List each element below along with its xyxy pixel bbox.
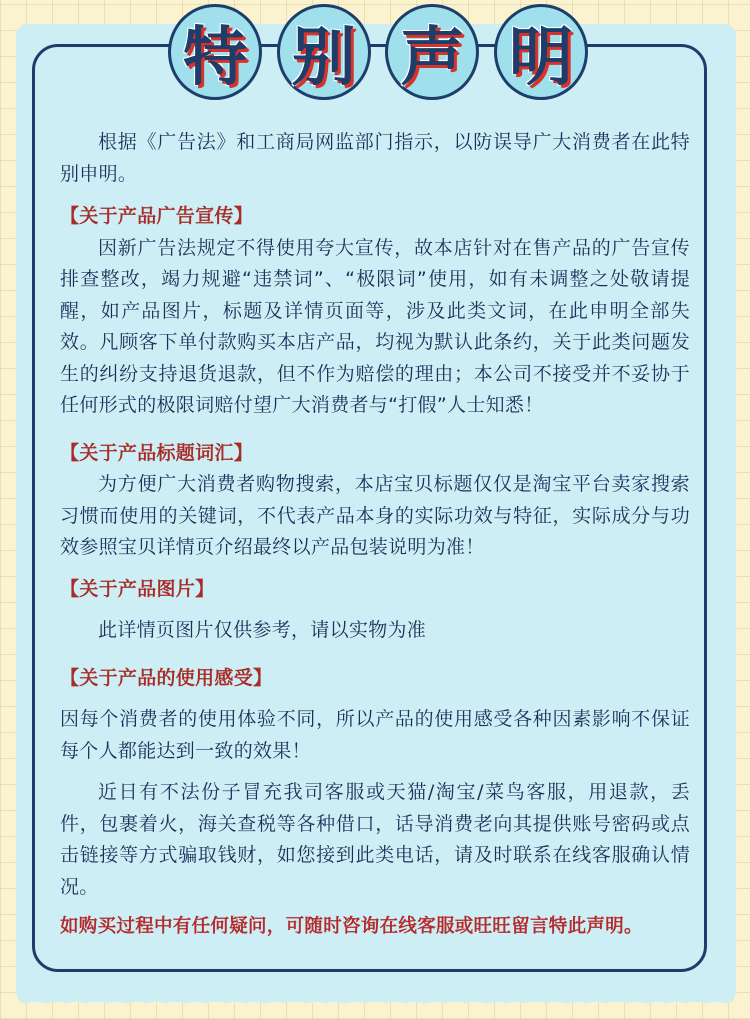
title-char: 声 [385,4,479,100]
section-heading-advertising: 【关于产品广告宣传】 [60,205,254,227]
images-paragraph: 此详情页图片仅供参考，请以实物为准 [98,619,427,641]
fraud-warning-paragraph: 近日有不法份子冒充我司客服或天猫/淘宝/菜鸟客服，用退款，丢件，包裹着火，海关查税等各种借口，话导消费老向其提供账号密码或点击链接等方式骗取钱财，如您接到此类电话，请及时联系在线客服确认情况。 [60,781,690,898]
statement-content [60,127,690,943]
title-char: 别 [277,4,371,100]
experience-paragraph: 因每个消费者的使用体验不同，所以产品的使用感受各种因素影响不保证每个人都能达到一致的效果！ [60,708,690,762]
section-heading-experience: 【关于产品的使用感受】 [60,666,273,689]
title-char: 特 [168,4,262,100]
section-heading-images: 【关于产品图片】 [60,577,215,600]
intro-paragraph: 根据《广告法》和工商局网监部门指示，以防误导广大消费者在此特别申明。 [60,131,690,185]
closing-statement: 如购买过程中有任何疑问，可随时咨询在线客服或旺旺留言特此声明。 [60,916,643,937]
title-char: 明 [494,4,588,100]
scalloped-edge [16,994,736,1014]
title-terms-paragraph: 为方便广大消费者购物搜索，本店宝贝标题仅仅是淘宝平台卖家搜索习惯而使用的关键词，不代表产品本身的实际功效与特征，实际成分与功效参照宝贝详情页介绍最终以产品包装说明为准！ [60,473,690,558]
section-heading-title-terms: 【关于产品标题词汇】 [60,441,254,464]
advertising-paragraph: 因新广告法规定不得使用夸大宣传，故本店针对在售产品的广告宣传排查整改，竭力规避“违禁词”、“极限词”使用，如有未调整之处敬请提醒，如产品图片，标题及详情页面等，涉及此类文词，在此申明全部失效。凡顾客下单付款购买本店产品，均视为默认此条约，关于此类问题发生的纠纷支持退货退款，但不作为赔偿的理由；本公司不接受并不妥协于任何形式的极限词赔付望广大消费者与“打假”人士知悉！ [60,236,690,416]
page-title [168,4,588,104]
